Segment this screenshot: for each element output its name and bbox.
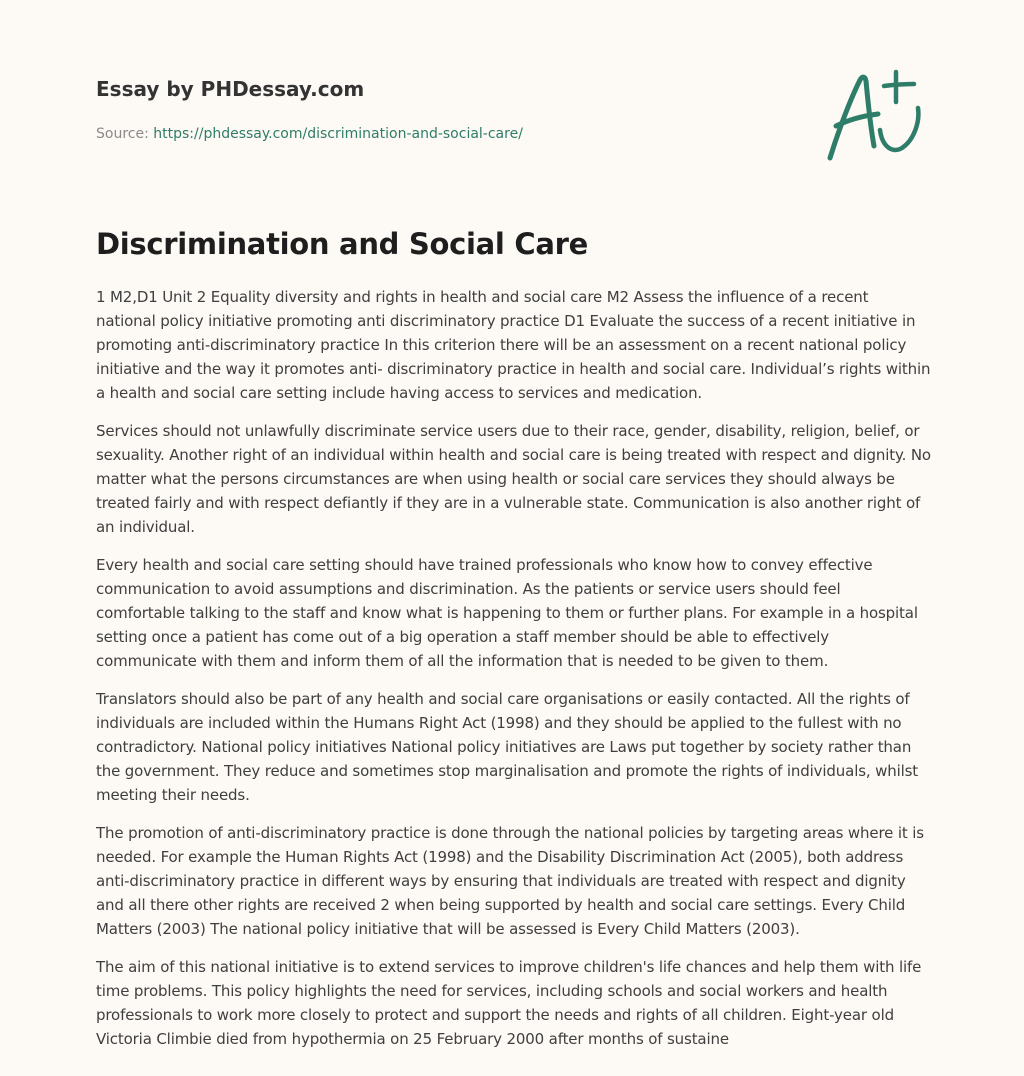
essay-paragraph: Translators should also be part of any health and social care organisations or easily contacted. All the rights of individuals are included within the Humans Right Act (1998) and they should be applied to the fullest with no contradictory. National policy initiatives National policy initiatives are Laws put together by society rather than the government. They reduce and sometimes stop marginalisation and promote the rights of individuals, whilst meeting their needs.	[96, 690, 919, 804]
essay-title: Discrimination and Social Care	[96, 227, 588, 261]
essay-paragraph: 1 M2,D1 Unit 2 Equality diversity and rights in health and social care M2 Assess the influence of a recent national policy initiative promoting anti discriminatory practice D1 Evaluate the success of a recent initiative in promoting anti-discriminatory practice In this criterion there will be an assessment on a recent national policy initiative and the way it promotes anti- discriminatory practice in health and social care. Individual’s rights within a health and social care setting include having access to services and medication.	[96, 288, 931, 402]
source-label: Source:	[96, 126, 149, 142]
essay-paragraph: The promotion of anti-discriminatory practice is done through the national policies by targeting areas where it is needed. For example the Human Rights Act (1998) and the Disability Discrimination Act (2005), both address anti-discriminatory practice in different ways by ensuring that individuals are treated with respect and dignity and all there other rights are received 2 when being supported by health and social care settings. Every Child Matters (2003) The national policy initiative that will be assessed is Every Child Matters (2003).	[96, 824, 924, 938]
source-link[interactable]: https://phdessay.com/discrimination-and-social-care/	[153, 126, 523, 142]
essay-body	[96, 285, 932, 1065]
source-line	[96, 124, 523, 144]
brand-title: Essay by PHDessay.com	[96, 77, 365, 101]
page-header	[96, 75, 928, 142]
essay-paragraph: Services should not unlawfully discriminate service users due to their race, gender, disability, religion, belief, or sexuality. Another right of an individual within health and social care is being treated with respect and dignity. No matter what the persons circumstances are when using health or social care services they should always be treated fairly and with respect defiantly if they are in a vulnerable state. Communication is also another right of an individual.	[96, 422, 931, 536]
a-plus-logo-icon	[822, 68, 926, 164]
essay-paragraph: Every health and social care setting should have trained professionals who know how to convey effective communication to avoid assumptions and discrimination. As the patients or service users should feel comfortable talking to the staff and know what is happening to them or further plans. For example in a hospital setting once a patient has come out of a big operation a staff member should be able to effectively communicate with them and inform them of all the information that is needed to be given to them.	[96, 556, 918, 670]
essay-paragraph: The aim of this national initiative is to extend services to improve children's life chances and help them with life time problems. This policy highlights the need for services, including schools and social workers and health professionals to work more closely to protect and support the needs and rights of all children. Eight-year old Victoria Climbie died from hypothermia on 25 February 2000 after months of sustaine	[96, 958, 922, 1048]
